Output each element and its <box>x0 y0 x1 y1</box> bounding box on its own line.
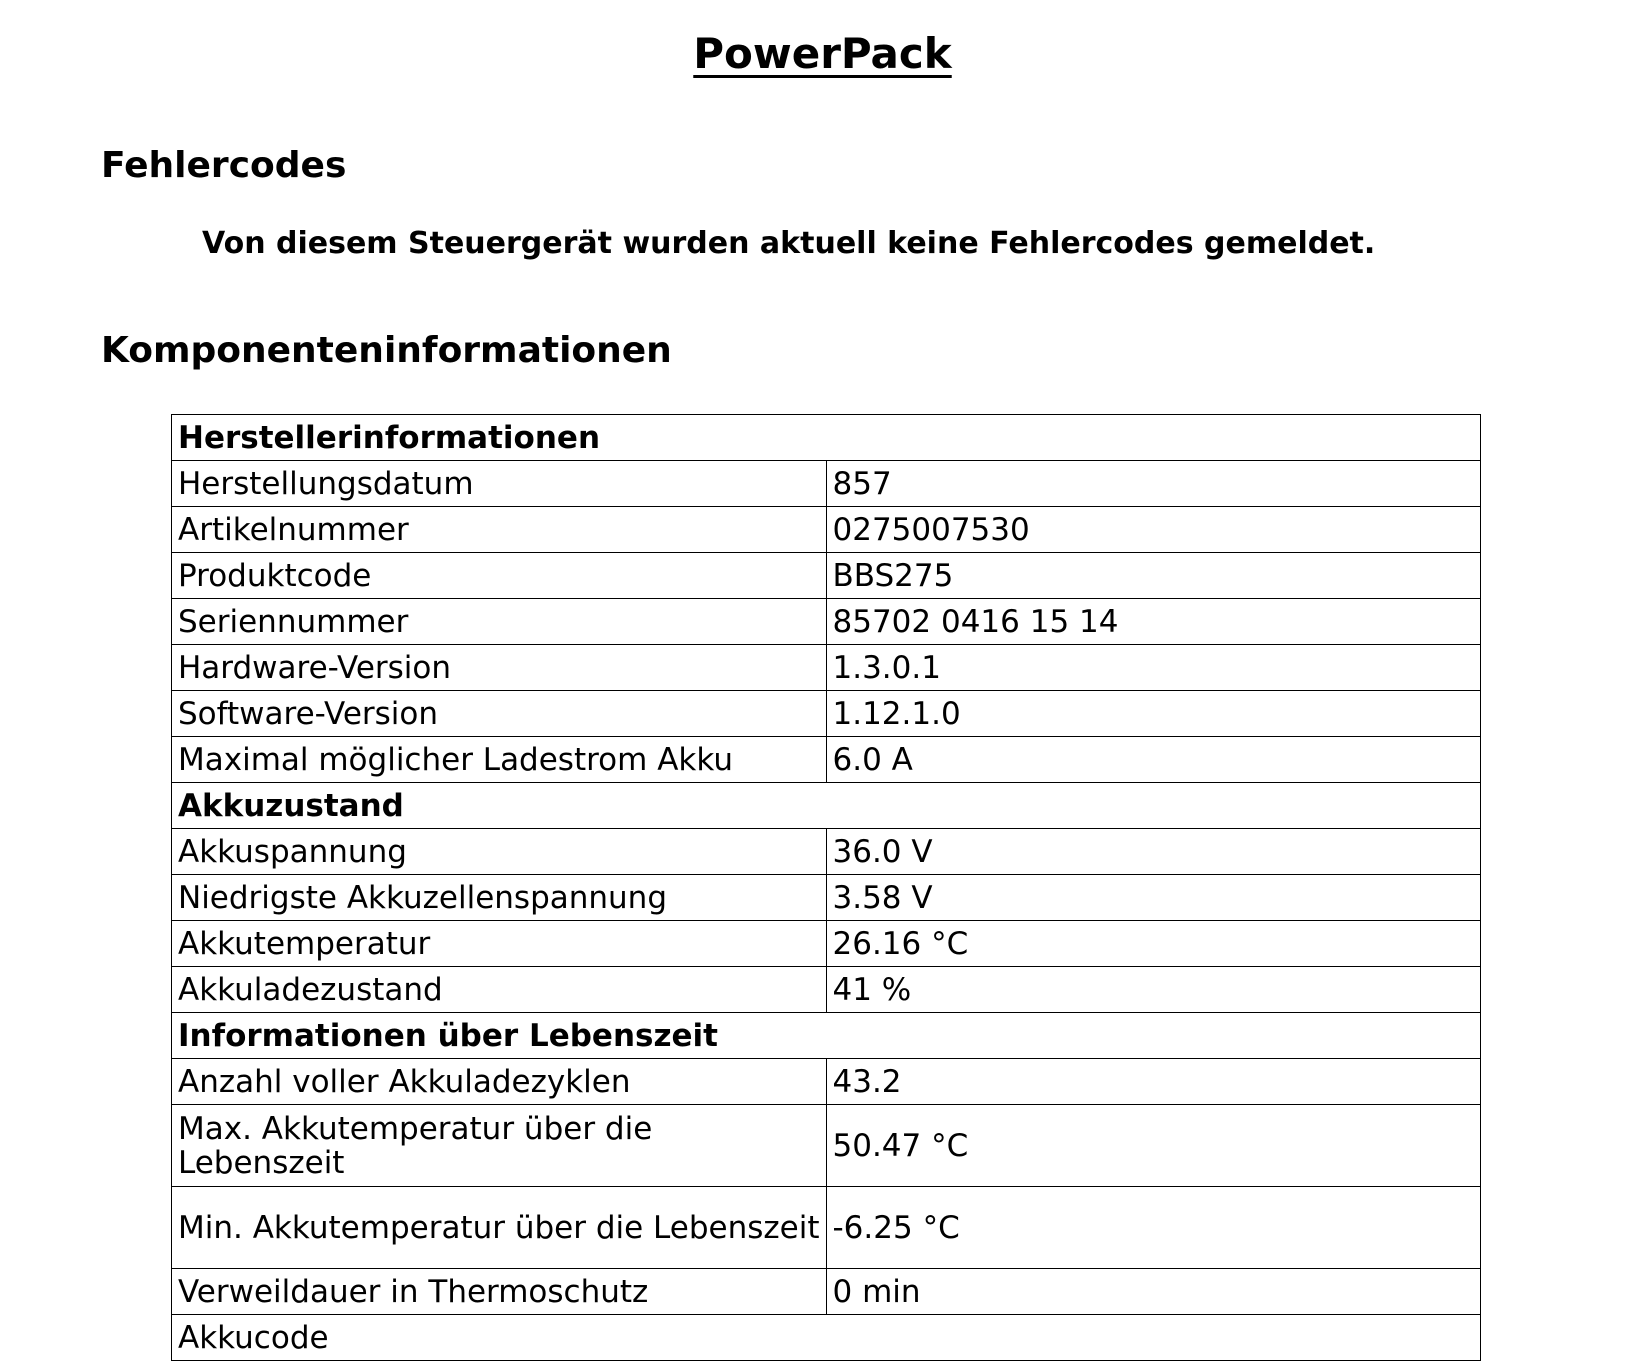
row-value: BBS275 <box>826 553 1481 599</box>
table-row <box>172 1105 1481 1187</box>
row-value: 50.47 °C <box>826 1105 1481 1187</box>
row-value: 6.0 A <box>826 737 1481 783</box>
row-label: Niedrigste Akkuzellenspannung <box>172 875 827 921</box>
group-row-lebenszeit <box>172 1013 1481 1059</box>
table-row <box>172 507 1481 553</box>
row-value: -6.25 °C <box>826 1187 1481 1269</box>
row-label: Produktcode <box>172 553 827 599</box>
row-label: Akkuspannung <box>172 829 827 875</box>
row-label: Akkuladezustand <box>172 967 827 1013</box>
fehlercodes-heading: Fehlercodes <box>101 145 347 186</box>
row-label: Maximal möglicher Ladestrom Akku <box>172 737 827 783</box>
row-value: 36.0 V <box>826 829 1481 875</box>
row-value: 26.16 °C <box>826 921 1481 967</box>
row-label: Software-Version <box>172 691 827 737</box>
row-value: 0275007530 <box>826 507 1481 553</box>
row-label: Verweildauer in Thermoschutz <box>172 1269 827 1315</box>
page-title <box>0 26 1645 82</box>
table-row <box>172 1187 1481 1269</box>
row-value: 43.2 <box>826 1059 1481 1105</box>
group-row-akkucode <box>172 1315 1481 1361</box>
row-value: 41 % <box>826 967 1481 1013</box>
table-row <box>172 461 1481 507</box>
page-title-text: PowerPack <box>693 29 952 78</box>
table-row <box>172 599 1481 645</box>
group-row-akkuzustand <box>172 783 1481 829</box>
row-value: 857 <box>826 461 1481 507</box>
table-row <box>172 553 1481 599</box>
table-row <box>172 967 1481 1013</box>
table-row <box>172 737 1481 783</box>
table-row <box>172 1059 1481 1105</box>
row-label: Anzahl voller Akkuladezyklen <box>172 1059 827 1105</box>
row-label: Artikelnummer <box>172 507 827 553</box>
row-label: Max. Akkutemperatur über die Lebenszeit <box>172 1105 827 1187</box>
group-title: Akkucode <box>172 1315 1481 1361</box>
table-row <box>172 645 1481 691</box>
group-title: Akkuzustand <box>172 783 1481 829</box>
row-value: 3.58 V <box>826 875 1481 921</box>
row-label: Hardware-Version <box>172 645 827 691</box>
group-title: Informationen über Lebenszeit <box>172 1013 1481 1059</box>
row-label: Herstellungsdatum <box>172 461 827 507</box>
group-title: Herstellerinformationen <box>172 415 1481 461</box>
group-row-herstellerinformationen <box>172 415 1481 461</box>
table-row <box>172 921 1481 967</box>
komponenten-heading: Komponenteninformationen <box>101 330 672 371</box>
table-row <box>172 691 1481 737</box>
row-value: 0 min <box>826 1269 1481 1315</box>
row-value: 1.12.1.0 <box>826 691 1481 737</box>
row-label: Akkutemperatur <box>172 921 827 967</box>
table-row <box>172 829 1481 875</box>
row-label: Min. Akkutemperatur über die Lebenszeit <box>172 1187 827 1269</box>
row-label: Seriennummer <box>172 599 827 645</box>
row-value: 1.3.0.1 <box>826 645 1481 691</box>
table-row <box>172 1269 1481 1315</box>
table-row <box>172 875 1481 921</box>
row-value: 85702 0416 15 14 <box>826 599 1481 645</box>
no-error-codes-message: Von diesem Steuergerät wurden aktuell keine Fehlercodes gemeldet. <box>202 226 1376 261</box>
component-info-table <box>171 414 1481 1361</box>
